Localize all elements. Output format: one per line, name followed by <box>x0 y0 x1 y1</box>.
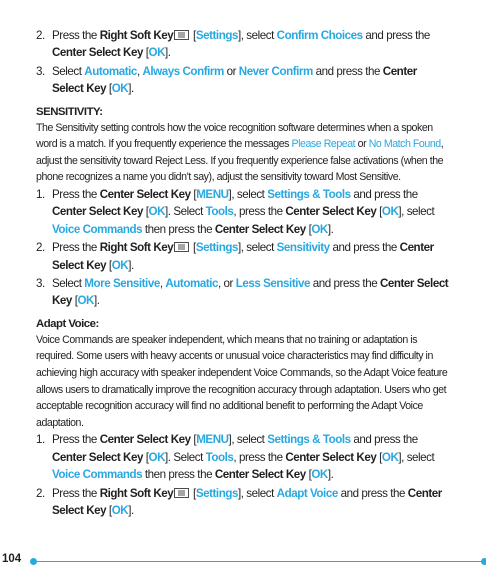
body-text: then press the <box>142 222 215 236</box>
instruction-step <box>36 239 450 274</box>
emphasis-text: MENU <box>196 188 229 201</box>
emphasis-text: Settings & Tools <box>267 433 351 447</box>
step-number: 2. <box>36 486 45 500</box>
body-text: ]. <box>128 258 134 272</box>
emphasis-text: Voice Commands <box>52 222 143 236</box>
sensitivity-intro <box>36 120 450 186</box>
step-number: 2. <box>36 29 45 42</box>
emphasis-text: OK <box>311 222 328 236</box>
emphasis-text: Center Select Key <box>52 205 143 219</box>
body-text: [ <box>376 450 382 464</box>
emphasis-text: Center Select Key <box>214 222 306 236</box>
instruction-step <box>36 431 450 483</box>
emphasis-text: OK <box>381 205 399 219</box>
emphasis-text: Less Sensitive <box>235 277 311 291</box>
body-text: ], select <box>237 486 277 500</box>
emphasis-text: OK <box>148 450 165 464</box>
instruction-step <box>36 275 450 310</box>
emphasis-text: Center Select Key <box>99 188 191 201</box>
body-text: [ <box>106 504 112 518</box>
step-number: 1. <box>36 188 45 201</box>
body-text: , adjust the sensitivity toward Reject Less. If you frequently experience false activations (when the phone recognizes a name you didn’t say), adjust the sensitivity toward Most Sensitive. <box>36 138 444 184</box>
emphasis-text: Settings <box>195 241 238 255</box>
body-text: [ <box>106 82 112 96</box>
body-text: ]. <box>327 468 334 482</box>
emphasis-text: Center Select Key <box>285 205 377 219</box>
body-text: Select <box>52 277 85 291</box>
menu-list-icon <box>174 488 189 498</box>
body-text: ]. <box>128 504 134 518</box>
body-text: [ <box>142 46 149 60</box>
menu-list-icon <box>174 242 189 252</box>
body-text: Press the <box>52 29 100 42</box>
instruction-step <box>36 186 450 238</box>
emphasis-text: Center Select Key <box>214 468 306 482</box>
body-text: [ <box>190 188 197 201</box>
body-text: [ <box>71 294 78 308</box>
emphasis-text: Confirm Choices <box>276 29 363 42</box>
sensitivity-heading: SENSITIVITY: <box>36 105 103 118</box>
adapt-voice-steps <box>36 431 450 519</box>
emphasis-text: Center Select Key <box>52 450 143 464</box>
body-text: ], select <box>237 29 277 42</box>
body-text: Press the <box>52 486 100 500</box>
body-text: and press the <box>362 29 430 42</box>
body-text: , press the <box>233 450 286 464</box>
emphasis-text: Center Select Key <box>52 241 434 272</box>
emphasis-text: Settings <box>195 29 238 42</box>
page-content <box>36 27 450 519</box>
body-text: Voice Commands are speaker independent, which means that no training or adaptation is required. Some users with heavy accents or unusual voice characteristics may find difficulty in achieving high accuracy with speaker independent Voice Commands, so the Adapt Voice feature allows users to dramatically improve the recognition accuracy through adaptation. Users who get acceptable recognition accuracy will find no additional benefit to performing the Adapt Voice adaptation. <box>36 333 448 429</box>
emphasis-text: Always Confirm <box>142 64 224 78</box>
body-text: [ <box>376 205 382 219</box>
page-number: 104 <box>2 553 22 565</box>
body-text: Press the <box>52 433 100 447</box>
body-text: ], select <box>398 205 435 219</box>
body-text: ], select <box>237 241 277 255</box>
body-text: [ <box>106 258 112 272</box>
emphasis-text: Please Repeat <box>291 138 356 151</box>
emphasis-text: Right Soft Key <box>99 29 174 42</box>
emphasis-text: Center Select Key <box>285 450 377 464</box>
body-text: and press the <box>350 433 418 447</box>
step-number: 3. <box>36 64 45 78</box>
emphasis-text: Sensitivity <box>276 241 330 255</box>
body-text: , <box>159 277 166 291</box>
emphasis-text: Adapt Voice <box>276 486 338 500</box>
body-text: [ <box>190 486 196 500</box>
emphasis-text: Center Select Key <box>52 486 442 518</box>
emphasis-text: OK <box>311 468 328 482</box>
emphasis-text: Center Select Key <box>99 433 191 447</box>
emphasis-text: OK <box>148 46 165 60</box>
emphasis-text: Right Soft Key <box>99 486 174 500</box>
body-text: [ <box>190 241 196 255</box>
body-text: ]. <box>165 46 171 60</box>
body-text: ]. <box>128 82 134 96</box>
body-text: or <box>223 64 239 78</box>
body-text: and press the <box>350 188 418 201</box>
emphasis-text: Center Select Key <box>52 46 143 60</box>
footer-rule <box>34 561 484 562</box>
adapt-voice-heading: Adapt Voice: <box>36 317 99 330</box>
body-text: , press the <box>233 205 286 219</box>
body-text: [ <box>305 222 312 236</box>
emphasis-text: Tools <box>205 450 234 464</box>
instruction-step <box>36 27 450 62</box>
emphasis-text: No Match Found <box>368 138 441 151</box>
emphasis-text: OK <box>111 258 129 272</box>
emphasis-text: Automatic <box>84 64 137 78</box>
emphasis-text: OK <box>111 504 129 518</box>
body-text: The Sensitivity setting controls how the voice recognition software determines when a spoken word is a match. If you frequently experience the messages <box>36 121 433 151</box>
emphasis-text: More Sensitive <box>84 277 160 291</box>
emphasis-text: OK <box>148 205 165 219</box>
body-text: , or <box>218 277 236 291</box>
step-number: 2. <box>36 241 45 255</box>
body-text: ]. Select <box>165 205 206 219</box>
emphasis-text: Right Soft Key <box>99 241 174 255</box>
emphasis-text: Automatic <box>165 277 219 291</box>
emphasis-text: Center Select Key <box>52 277 449 308</box>
body-text: then press the <box>142 468 215 482</box>
body-text: [ <box>190 29 196 42</box>
body-text: and press the <box>329 241 400 255</box>
body-text: , <box>136 64 143 78</box>
body-text: ]. <box>93 294 100 308</box>
confirm-steps <box>36 27 450 98</box>
emphasis-text: OK <box>77 294 94 308</box>
body-text: ]. Select <box>165 450 206 464</box>
body-text: [ <box>142 205 149 219</box>
body-text: ], select <box>398 450 435 464</box>
body-text: and press the <box>337 486 408 500</box>
emphasis-text: Settings & Tools <box>267 188 351 201</box>
step-number: 3. <box>36 277 45 291</box>
body-text: [ <box>305 468 312 482</box>
instruction-step <box>36 485 450 520</box>
emphasis-text: Tools <box>205 205 234 219</box>
adapt-voice-intro <box>36 332 450 432</box>
menu-list-icon <box>174 30 189 40</box>
body-text: ]. <box>327 222 334 236</box>
emphasis-text: Never Confirm <box>238 64 313 78</box>
body-text: or <box>355 138 369 151</box>
instruction-step <box>36 63 450 98</box>
footer-dot-right <box>481 558 486 565</box>
body-text: Select <box>52 64 85 78</box>
step-number: 1. <box>36 433 45 447</box>
body-text: and press the <box>312 64 383 78</box>
body-text: Press the <box>52 241 100 255</box>
body-text: ], select <box>228 433 268 447</box>
sensitivity-steps <box>36 186 450 310</box>
body-text: Press the <box>52 188 100 201</box>
body-text: [ <box>142 450 149 464</box>
body-text: [ <box>190 433 197 447</box>
emphasis-text: Center Select Key <box>52 64 417 96</box>
emphasis-text: OK <box>111 82 129 96</box>
emphasis-text: Voice Commands <box>52 468 143 482</box>
emphasis-text: MENU <box>196 433 229 447</box>
body-text: ], select <box>228 188 268 201</box>
emphasis-text: Settings <box>195 486 238 500</box>
emphasis-text: OK <box>381 450 399 464</box>
body-text: and press the <box>310 277 380 291</box>
